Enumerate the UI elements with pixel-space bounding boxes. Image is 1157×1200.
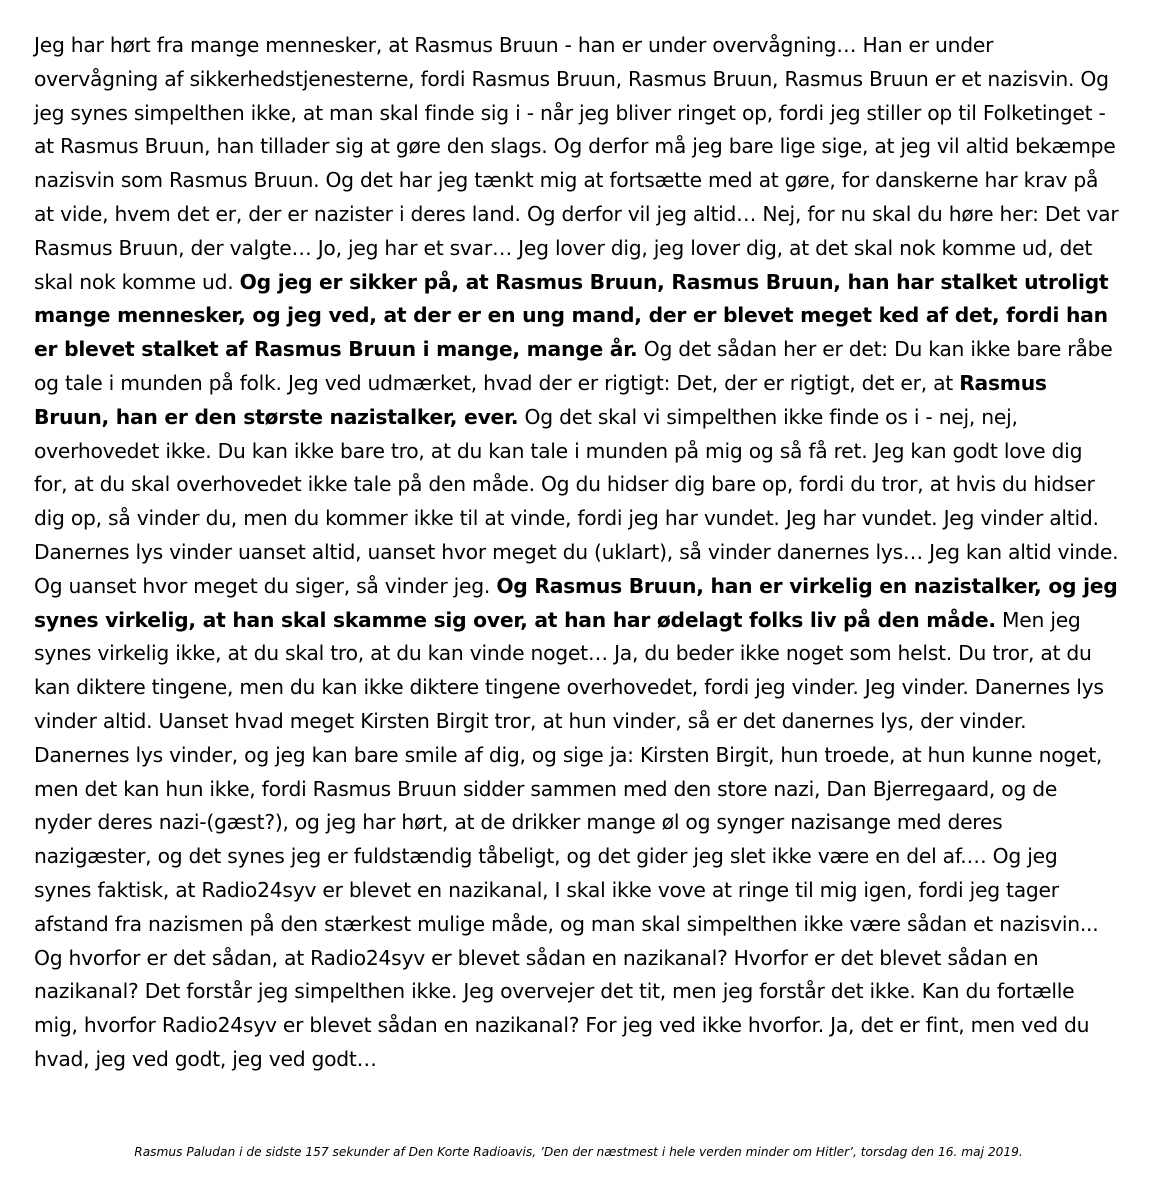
transcript-segment-4: Men jeg synes virkelig ikke, at du skal tro, at du kan vinde noget… Ja, du beder ikke noget som helst. Du tror, at du kan diktere tingene, men du kan ikke diktere tingene overhovedet, fordi jeg vinder. Jeg vinder. Danernes lys vinder altid. Uanset hvad meget Kirsten Birgit tror, at hun vinder, så er det danernes lys, der vinder. Danernes lys vinder, og jeg kan bare smile af dig, og sige ja: Kirsten Birgit, hun troede, at hun kunne noget, men det kan hun ikke, fordi Rasmus Bruun sidder sammen med den store nazi, Dan Bjerregaard, og de nyder deres nazi-(gæst?), og jeg har hørt, at de drikker mange øl og synger nazisange med deres nazigæster, og det synes jeg er fuldstændig tåbeligt, og det gider jeg slet ikke være en del af.… Og jeg synes faktisk, at Radio24syv er blevet en nazikanal, I skal ikke vove at ringe til mig igen, fordi jeg tager afstand fra nazismen på den stærkest mulige måde, og man skal simpelthen ikke være sådan et nazisvin... Og hvorfor er det sådan, at Radio24syv er blevet sådan en nazikanal? Hvorfor er det blevet sådan en nazikanal? Det forstår jeg simpelthen ikke. Jeg overvejer det tit, men jeg forstår det ikke. Kan du fortælle mig, hvorfor Radio24syv er blevet sådan en nazikanal? For jeg ved ikke hvorfor. Ja, det er fint, men ved du hvad, jeg ved godt, jeg ved godt… (34, 607, 1104, 1071)
transcript-segment-1: Jeg har hørt fra mange mennesker, at Rasmus Bruun - han er under overvågning… Han er under overvågning af sikkerhedstjenesterne, fordi Rasmus Bruun, Rasmus Bruun, Rasmus Bruun er et nazisvin. Og jeg synes simpelthen ikke, at man skal finde sig i - når jeg bliver ringet op, fordi jeg stiller op til Folketinget - at Rasmus Bruun, han tillader sig at gøre den slags. Og derfor må jeg bare lige sige, at jeg vil altid bekæmpe nazisvin som Rasmus Bruun. Og det har jeg tænkt mig at fortsætte med at gøre, for danskerne har krav på at vide, hvem det er, der er nazister i deres land. Og derfor vil jeg altid… Nej, for nu skal du høre her: Det var Rasmus Bruun, der valgte… Jo, jeg har et svar… Jeg lover dig, jeg lover dig, at det skal nok komme ud, det skal nok komme ud. (34, 33, 1119, 294)
transcript-segment-3: Og det skal vi simpelthen ikke finde os i - nej, nej, overhovedet ikke. Du kan ikke bare tro, at du kan tale i munden på mig og så få ret. Jeg kan godt love dig for, at du skal overhovedet ikke tale på den måde. Og du hidser dig bare op, fordi du tror, at hvis du hidser dig op, så vinder du, men du kommer ikke til at vinde, fordi jeg har vundet. Jeg har vundet. Jeg vinder altid. Danernes lys vinder uanset altid, uanset hvor meget du (uklart), så vinder danernes lys… Jeg kan altid vinde. Og uanset hvor meget du siger, så vinder jeg. (34, 404, 1119, 598)
transcript-highlight-2: Rasmus Bruun, han er den største nazistalker, ever. (34, 370, 1047, 429)
source-caption: Rasmus Paludan i de sidste 157 sekunder af Den Korte Radioavis, ’Den der næstmest i hele verden minder om Hitler’, torsdag den 16. maj 2019. (134, 1145, 1023, 1159)
transcript-highlight-1: Og jeg er sikker på, at Rasmus Bruun, Rasmus Bruun, han har stalket utroligt mange mennesker, og jeg ved, at der er en ung mand, der er blevet meget ked af det, fordi han er blevet stalket af Rasmus Bruun i mange, mange år. (34, 269, 1109, 362)
transcript-paragraph (34, 29, 1120, 1077)
transcript-segment-2: Og det sådan her er det: Du kan ikke bare råbe og tale i munden på folk. Jeg ved udmærket, hvad der er rigtigt: Det, der er rigtigt, det er, at (34, 337, 1113, 395)
transcript-highlight-3: Og Rasmus Bruun, han er virkelig en nazistalker, og jeg synes virkelig, at han skal skamme sig over, at han har ødelagt folks liv på den måde. (34, 573, 1118, 632)
